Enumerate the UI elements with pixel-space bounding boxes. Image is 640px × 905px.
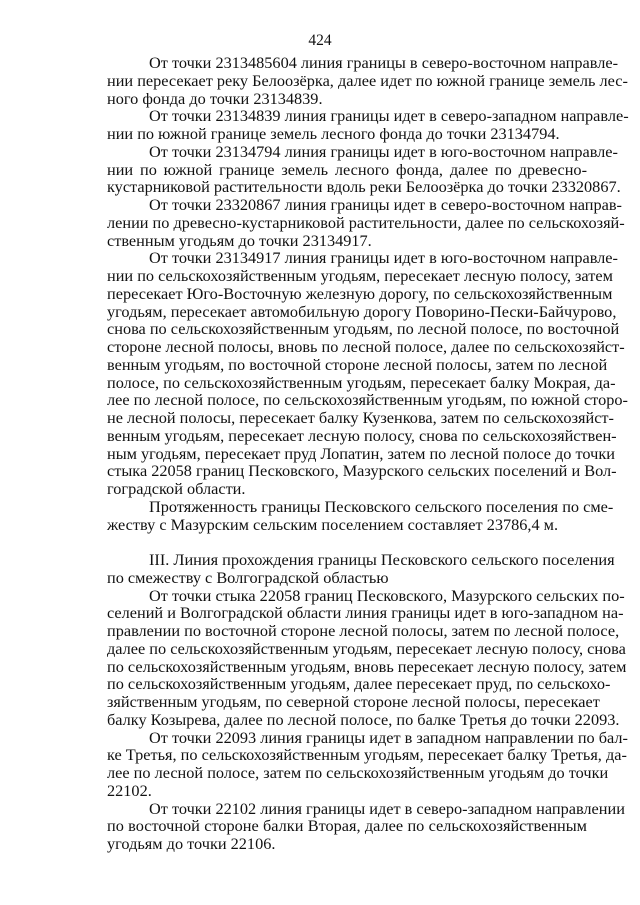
text-line: венным угодьям, по восточной стороне лесной полосы, затем по лесной — [107, 354, 608, 374]
text-line: От точки 2313485604 линия границы в северо-восточном направле- — [149, 53, 618, 72]
text-line: по сельскохозяйственным угодьям, далее пересекает пруд, по сельскохо- — [107, 674, 611, 694]
text-line: III. Линия прохождения границы Песковского сельского поселения — [149, 550, 615, 569]
paragraph — [107, 195, 625, 250]
paragraph — [107, 727, 628, 800]
text-line: От точки 23134917 линия границы идет в юго-восточном направле- — [149, 248, 618, 268]
text-line: зяйственным угодьям, по северной стороне лесной полосы, пересекает — [107, 692, 600, 711]
text-line: не лесной полосы, пересекает балку Кузенкова, затем по сельскохозяйст- — [107, 408, 614, 427]
page-number: 424 — [308, 32, 332, 49]
document-body — [107, 53, 629, 853]
text-line: ке Третья, по сельскохозяйственным угодьям, пересекает балку Третья, да- — [107, 745, 627, 765]
text-line: От точки 22093 линия границы идет в западном направлении по бал- — [149, 727, 628, 747]
text-line: селений и Волгоградской области линия границы идет в юго-западном на- — [107, 603, 624, 623]
text-line: лее по лесной полосе, затем по сельскохозяйственным угодьям до точки — [107, 763, 609, 782]
text-line: по сельскохозяйственным угодьям, вновь пересекает лесную полосу, затем — [107, 656, 627, 676]
text-line: гоградской области. — [107, 479, 246, 498]
text-line: Протяженность границы Песковского сельского поселения по сме- — [149, 496, 614, 516]
paragraph — [107, 248, 628, 498]
text-line: лее по лесной полосе, по сельскохозяйственным угодьям, по южной сторо- — [107, 390, 628, 410]
text-line: угодьям до точки 22106. — [107, 834, 276, 853]
text-line: лении по древесно-кустарниковой растительности, далее по сельскохозяй- — [107, 212, 625, 232]
text-line: От точки 23134794 линия границы идет в юго-восточном направле- — [149, 141, 618, 161]
text-line: правлении по восточной стороне лесной полосы, затем по лесной полосе, — [107, 621, 620, 640]
text-line: нии по сельскохозяйственным угодьям, пересекает лесную полосу, затем — [107, 266, 613, 285]
text-line: нии пересекает реку Белоозёрка, далее идет по южной границе земель лес- — [107, 70, 628, 90]
text-line: От точки 23320867 линия границы идет в северо-восточном направ- — [149, 195, 622, 214]
text-line: стороне лесной полосы, вновь по лесной полосе, далее по сельскохозяйст- — [107, 337, 625, 356]
text-line: угодьям, пересекает автомобильную дорогу Поворино-Пески-Байчурово, — [107, 301, 617, 321]
text-line: кустарниковой растительности вдоль реки Белоозёрка до точки 23320867. — [107, 177, 621, 197]
text-line: балку Козырева, далее по лесной полосе, по балке Третья до точки 22093. — [107, 709, 620, 729]
paragraph — [107, 496, 614, 534]
text-line: полосе, по сельскохозяйственным угодьям, пересекает балку Мокрая, да- — [107, 372, 616, 392]
text-line: стыка 22058 границ Песковского, Мазурского сельских поселений и Вол- — [107, 461, 617, 481]
paragraph — [107, 798, 625, 853]
text-line: по смежеству с Волгоградской областью — [107, 567, 389, 587]
text-line: От точки стыка 22058 границ Песковского, Мазурского сельских по- — [149, 585, 625, 605]
text-line: ного фонда до точки 23134839. — [107, 88, 323, 108]
text-line: нии по южной границе земель лесного фонда, далее по древесно- — [107, 159, 587, 179]
text-line: венным угодьям, пересекает лесную полосу, снова по сельскохозяйствен- — [107, 425, 617, 445]
text-line: далее по сельскохозяйственным угодьям, пересекает лесную полосу, снова — [107, 638, 626, 658]
text-line: по восточной стороне балки Вторая, далее по сельскохозяйственным — [107, 816, 587, 836]
text-line: нии по южной границе земель лесного фонда до точки 23134794. — [107, 124, 560, 143]
text-line: снова по сельскохозяйственным угодьям, по лесной полосе, по восточной — [107, 319, 620, 339]
text-line: пересекает Юго-Восточную железную дорогу, по сельскохозяйственным — [107, 283, 613, 303]
section-gap — [107, 533, 587, 551]
text-line: От точки 23134839 линия границы идет в северо-западном направле- — [149, 106, 629, 126]
paragraph — [107, 106, 629, 143]
text-line: От точки 22102 линия границы идет в северо-западном направлении — [149, 798, 625, 818]
text-line: 22102. — [107, 780, 152, 800]
paragraph — [107, 141, 621, 197]
text-line: ственным угодьям до точки 23134917. — [107, 230, 372, 250]
text-line: ным угодьям, пересекает пруд Лопатин, затем по лесной полосе до точки — [107, 443, 615, 463]
paragraph — [107, 585, 627, 729]
text-line: жеству с Мазурским сельским поселением составляет 23786,4 м. — [107, 514, 559, 534]
paragraph — [107, 550, 615, 587]
paragraph — [107, 53, 628, 108]
